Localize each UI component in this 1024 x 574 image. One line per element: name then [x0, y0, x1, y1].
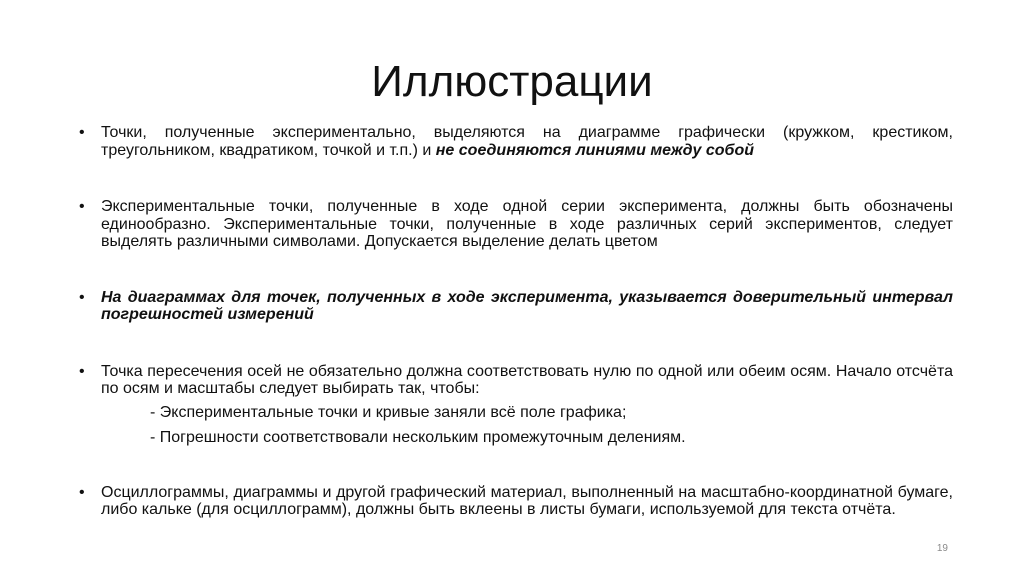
bullet-item-3	[101, 289, 953, 324]
bullet-item-4	[101, 363, 953, 398]
sub-item-1: - Экспериментальные точки и кривые заняли всё поле графика;	[150, 403, 627, 421]
bullet-item-2	[101, 198, 953, 251]
bullet-list	[101, 124, 953, 519]
bullet-item-1	[101, 124, 953, 159]
page-number: 19	[936, 543, 948, 554]
slide-title: Иллюстрации	[371, 57, 653, 106]
bullet-3-emphasis: На диаграммах для точек, полученных в ходе эксперимента, указывается доверительный интервал погрешностей измерений	[101, 288, 953, 323]
bullet-4-text: Точка пересечения осей не обязательно должна соответствовать нулю по одной или обеим осям. Начало отсчёта по осям и масштабы следует выбирать так, чтобы:	[101, 362, 953, 397]
bullet-5-text: Осциллограммы, диаграммы и другой графический материал, выполненный на масштабно-координатной бумаге, либо кальке (для осциллограмм), должны быть вклеены в листы бумаги, используемой для текста отчёта.	[101, 483, 953, 518]
bullet-1-text: Точки, полученные экспериментально, выделяются на диаграмме графически (кружком, крестиком, треугольником, квадратиком, точкой и т.п.) и	[101, 124, 953, 159]
bullet-1-emphasis: не соединяются линиями между собой	[435, 141, 754, 159]
bullet-2-text: Экспериментальные точки, полученные в ходе одной серии эксперимента, должны быть обозначены единообразно. Экспериментальные точки, полученные в ходе различных серий экспериментов, следует выделять различными символами. Допускается выделение делать цветом	[101, 198, 953, 250]
bullet-item-5	[101, 484, 953, 519]
sub-item-2: - Погрешности соответствовали нескольким промежуточным делениям.	[150, 429, 686, 446]
